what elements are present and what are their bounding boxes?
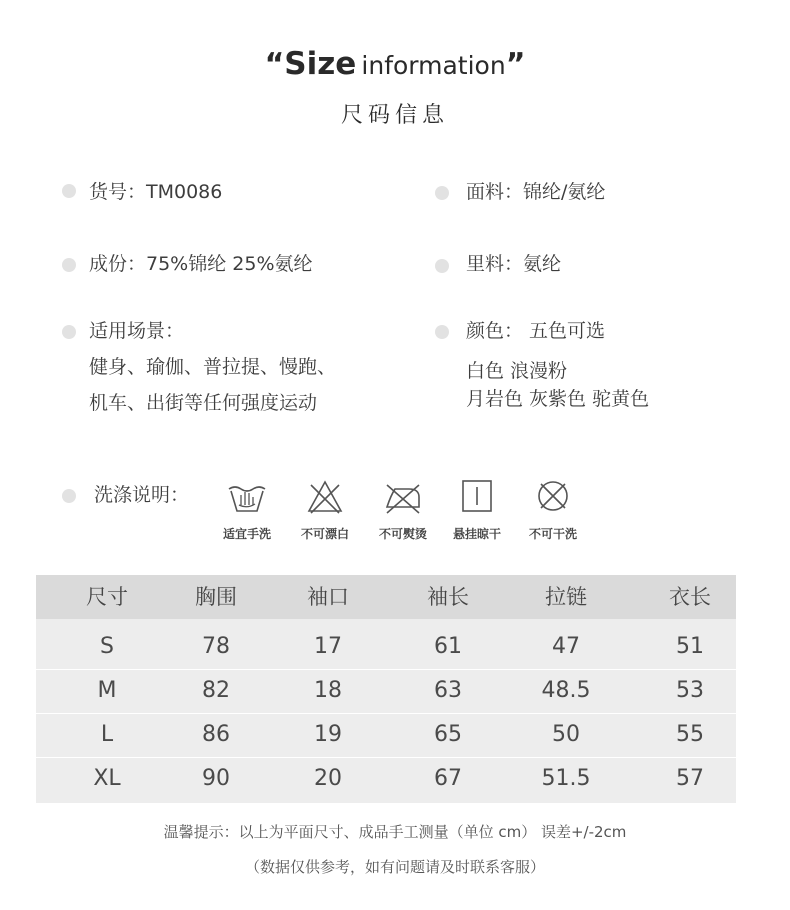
bullet-dot [435, 325, 449, 339]
table-cell: L [100, 722, 114, 747]
bullet-dot [62, 325, 76, 339]
page-title [0, 46, 790, 82]
measurement-note: 温馨提示：以上为平面尺寸、成品手工测量（单位 cm） 误差+/-2cm [163, 823, 627, 841]
table-cell: 65 [434, 722, 462, 747]
table-row [36, 625, 736, 670]
table-cell: 61 [434, 634, 462, 659]
table-cell: M [97, 678, 117, 703]
header-cuff: 袖口 [307, 585, 349, 609]
table-cell: 51 [676, 634, 704, 659]
scenes-line-2: 机车、出街等任何强度运动 [89, 392, 318, 414]
bullet-dot [62, 489, 76, 503]
table-row [36, 757, 736, 801]
size-table [36, 575, 736, 803]
bullet-dot [62, 184, 76, 198]
fabric: 面料：锦纶/氨纶 [466, 181, 606, 203]
table-cell: 86 [202, 722, 230, 747]
title-quote-close: ” [505, 47, 526, 82]
header-sleeve-length: 袖长 [427, 585, 469, 609]
table-cell: 57 [676, 766, 704, 791]
header-length: 衣长 [669, 585, 711, 609]
no-iron-icon [381, 477, 425, 517]
table-cell: 20 [314, 766, 342, 791]
table-cell: 90 [202, 766, 230, 791]
bullet-dot [435, 186, 449, 200]
table-cell: 63 [434, 678, 462, 703]
colors-line-1: 白色 浪漫粉 [466, 360, 568, 382]
disclaimer-note: （数据仅供参考，如有问题请及时联系客服） [244, 858, 545, 876]
table-row [36, 669, 736, 714]
table-cell: 18 [314, 678, 342, 703]
table-cell: 47 [552, 634, 580, 659]
header-zipper: 拉链 [545, 585, 587, 609]
size-table-body [36, 619, 736, 803]
composition: 成份：75%锦纶 25%氨纶 [89, 253, 313, 275]
care-item-label: 不可熨烫 [378, 527, 427, 541]
table-cell: 51.5 [541, 766, 591, 791]
item-number: 货号：TM0086 [89, 181, 223, 203]
colors-line-2: 月岩色 灰紫色 驼黄色 [466, 388, 650, 410]
table-cell: 78 [202, 634, 230, 659]
table-cell: 82 [202, 678, 230, 703]
table-cell: 67 [434, 766, 462, 791]
table-cell: 48.5 [541, 678, 591, 703]
page-subtitle: 尺码信息 [340, 103, 449, 128]
care-item-label: 不可漂白 [300, 527, 349, 541]
care-item-label: 不可干洗 [528, 527, 577, 541]
no-bleach-icon [303, 477, 347, 517]
table-cell: XL [93, 766, 121, 791]
table-cell: 17 [314, 634, 342, 659]
colors-label: 颜色： 五色可选 [466, 320, 606, 342]
lining: 里料：氨纶 [466, 253, 562, 275]
table-cell: 55 [676, 722, 704, 747]
table-cell: S [100, 634, 114, 659]
scenes-line-1: 健身、瑜伽、普拉提、慢跑、 [89, 356, 337, 378]
size-table-header [36, 575, 736, 619]
care-item-label: 悬挂晾干 [452, 527, 501, 541]
table-cell: 50 [552, 722, 580, 747]
hand-wash-icon [225, 477, 269, 517]
care-label: 洗涤说明： [94, 484, 190, 506]
table-row [36, 713, 736, 758]
bullet-dot [62, 258, 76, 272]
bullet-dot [435, 259, 449, 273]
table-cell: 53 [676, 678, 704, 703]
care-item-label: 适宜手洗 [222, 527, 271, 541]
care-instructions [0, 475, 790, 545]
scenes-label: 适用场景： [89, 320, 185, 342]
title-quote-open: “ [264, 47, 285, 82]
title-information: information [361, 51, 506, 80]
title-size: Size [284, 46, 357, 82]
header-chest: 胸围 [195, 585, 237, 609]
table-cell: 19 [314, 722, 342, 747]
header-size: 尺寸 [86, 585, 128, 609]
no-dry-clean-icon [531, 477, 575, 517]
hang-dry-icon [455, 477, 499, 517]
